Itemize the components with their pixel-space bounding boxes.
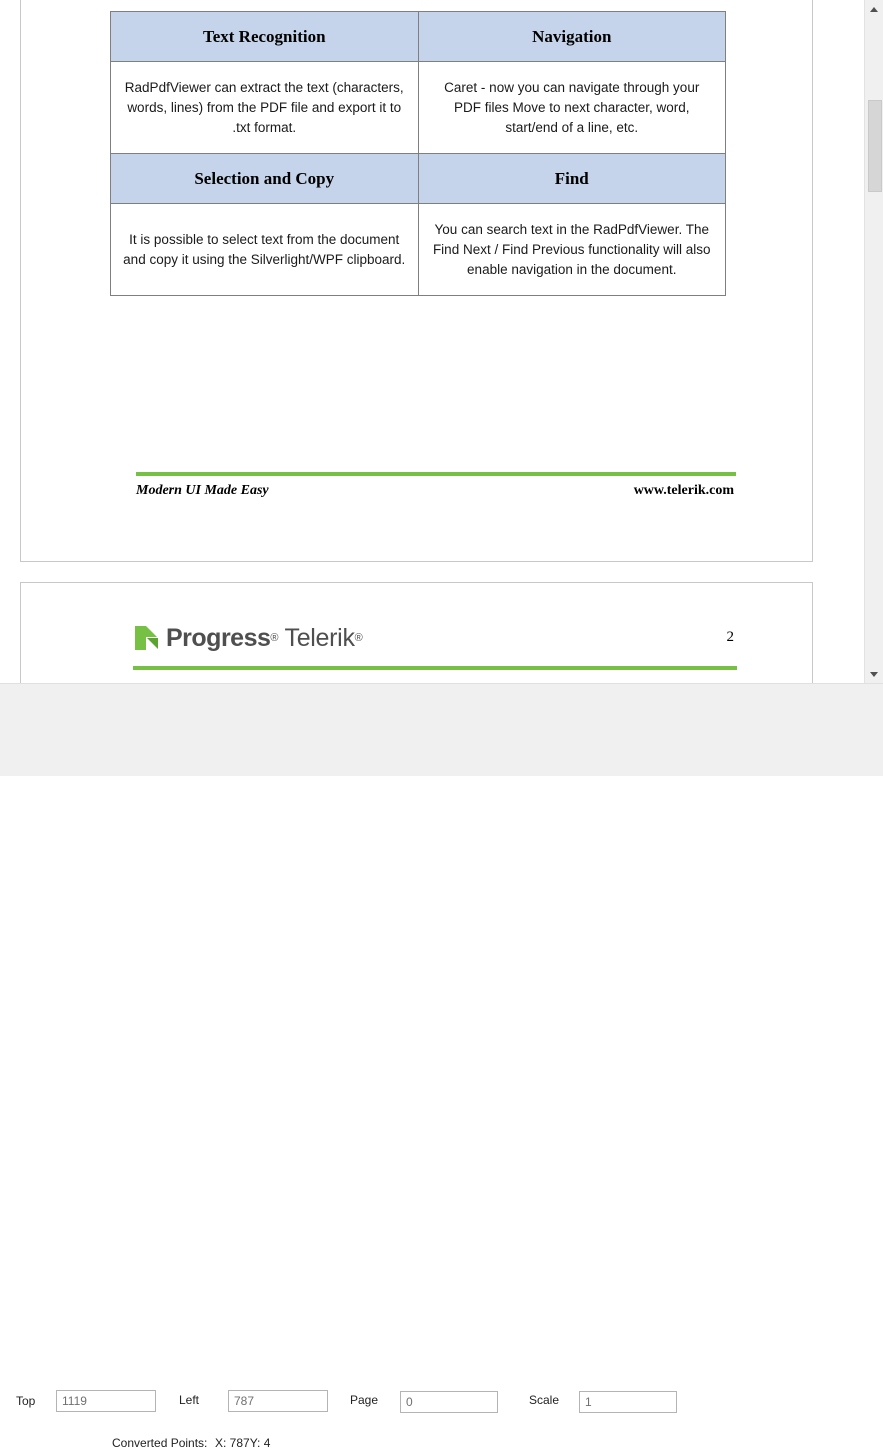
- table-cell-header: Navigation: [418, 12, 726, 62]
- page-label: Page: [350, 1393, 379, 1407]
- page-input[interactable]: [400, 1391, 498, 1413]
- top-input[interactable]: [56, 1390, 156, 1412]
- progress-logo-icon: [133, 624, 159, 652]
- logo-progress-text: Progress: [166, 623, 271, 652]
- scale-label: Scale: [529, 1393, 560, 1407]
- telerik-logo: [133, 621, 363, 655]
- converted-points-value: X: 787Y: 4: [215, 1436, 271, 1450]
- page-number: 2: [726, 629, 734, 645]
- table-row: [111, 12, 726, 62]
- logo-telerik-text: Telerik: [284, 623, 355, 652]
- scroll-up-button[interactable]: [865, 0, 883, 18]
- logo-registered-icon: ®: [270, 632, 279, 644]
- left-label: Left: [179, 1393, 200, 1407]
- scrollbar-thumb[interactable]: [868, 100, 882, 192]
- table-cell-body: RadPdfViewer can extract the text (characters, words, lines) from the PDF file and export it to .txt format.: [111, 62, 419, 154]
- vertical-scrollbar[interactable]: [864, 0, 883, 683]
- converted-points-label: Converted Points:: [112, 1436, 208, 1450]
- page-footer-website: www.telerik.com: [633, 483, 734, 498]
- pdf-viewer-canvas[interactable]: [0, 0, 883, 683]
- control-panel: [0, 683, 883, 1450]
- logo-registered-icon-2: ®: [354, 632, 363, 644]
- table-cell-body: You can search text in the RadPdfViewer. The Find Next / Find Previous functionality will also enable navigation in the document.: [418, 204, 726, 296]
- table-cell-header: Text Recognition: [111, 12, 419, 62]
- feature-table: [110, 11, 726, 296]
- table-cell-header: Find: [418, 154, 726, 204]
- table-row: [111, 154, 726, 204]
- table-row: [111, 204, 726, 296]
- page-footer-tagline: Modern UI Made Easy: [136, 483, 269, 498]
- pdf-page-2: [20, 582, 813, 683]
- chevron-up-icon: [870, 7, 878, 12]
- page-footer-rule: [136, 472, 736, 476]
- scale-input[interactable]: [579, 1391, 677, 1413]
- table-cell-body: It is possible to select text from the document and copy it using the Silverlight/WPF clipboard.: [111, 204, 419, 296]
- scroll-down-button[interactable]: [865, 665, 883, 683]
- table-cell-body: Caret - now you can navigate through your PDF files Move to next character, word, start/end of a line, etc.: [418, 62, 726, 154]
- table-row: [111, 62, 726, 154]
- top-label: Top: [16, 1394, 36, 1408]
- left-input[interactable]: [228, 1390, 328, 1412]
- chevron-down-icon: [870, 672, 878, 677]
- page-header-rule: [133, 666, 737, 670]
- table-cell-header: Selection and Copy: [111, 154, 419, 204]
- pdf-page-1: [20, 0, 813, 562]
